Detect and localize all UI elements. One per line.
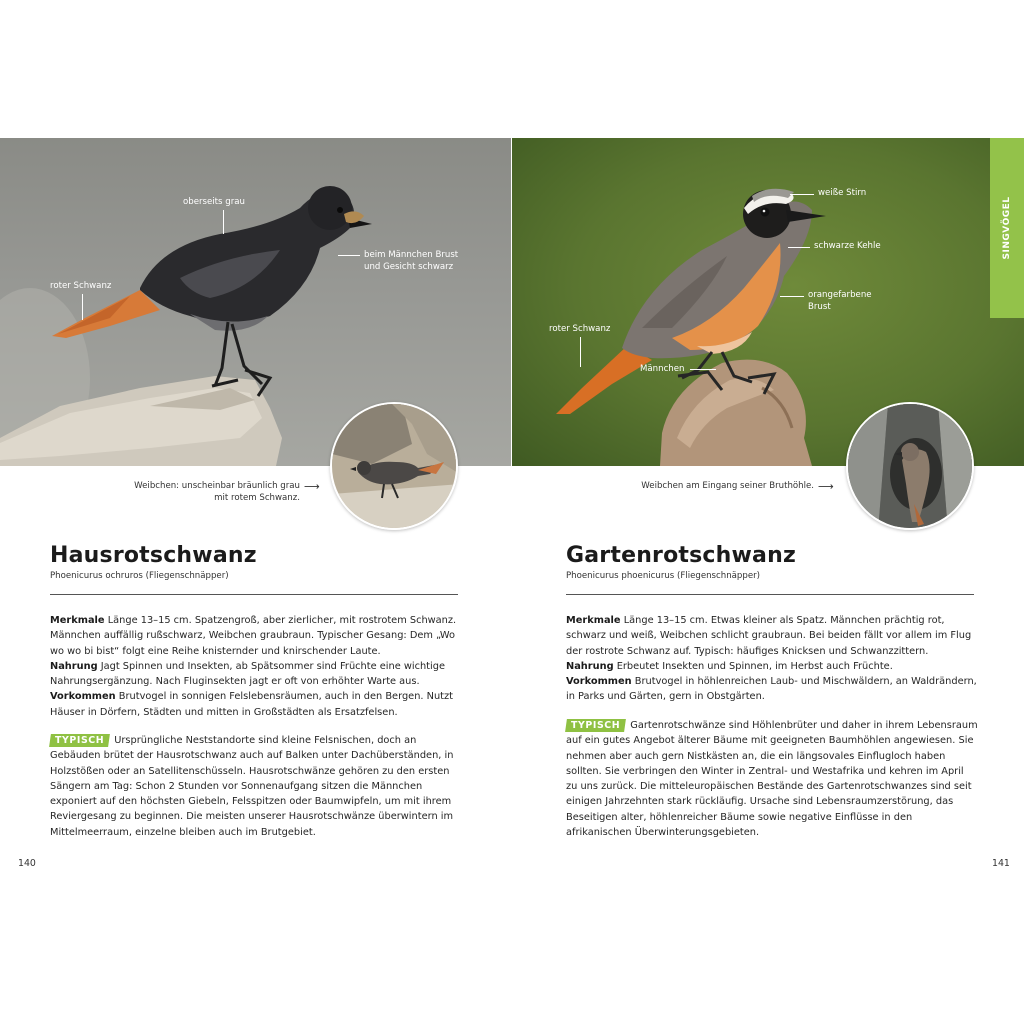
text-nahrung: Erbeutet Insekten und Spinnen, im Herbst auch Früchte. (616, 660, 893, 672)
caption-weibchen-left-line1: Weibchen: unscheinbar bräunlich grau (134, 481, 300, 491)
typisch-text-left: Ursprüngliche Neststandorte sind kleine Felsnischen, doch an Gebäuden brütet der Hausrotschwanz auch auf Balken unter Dachüberständen, in Holzstößen oder an Satellitenschüsseln. Hausrotschwänze gehören zu den ersten Sängern am Tag: Schon 2 Stunden vor Sonnenaufgang sitzen die Männchen exponiert auf den höchsten Giebeln, Felsspitzen oder Baumwipfeln, um mit ihrem Reviergesang zu beginnen. Die meisten unserer Hausrotschwänze überwintern im Mittelmeerraum, einzelne bleiben auch im Brutgebiet. (50, 735, 454, 838)
female-common-redstart-illustration (848, 404, 974, 530)
section-tab-singvoegel (990, 138, 1024, 318)
species-subtitle-left: Phoenicurus ochruros (Fliegenschnäpper) (50, 571, 229, 581)
typisch-section-left (50, 733, 462, 840)
divider (566, 594, 974, 595)
leader-line (338, 255, 360, 256)
female-black-redstart-illustration (332, 404, 458, 530)
species-title-right: Gartenrotschwanz (566, 543, 796, 568)
label-brust-schwarz-1: beim Männchen Brust (364, 250, 459, 260)
leader-line (82, 294, 83, 320)
leader-line (790, 194, 814, 195)
species-subtitle-right: Phoenicurus phoenicurus (Fliegenschnäpper) (566, 571, 761, 581)
page-number-left: 140 (18, 858, 36, 869)
text-merkmale: Länge 13–15 cm. Spatzengroß, aber zierlicher, mit rostrotem Schwanz. Männchen auffällig rußschwarz, Weibchen graubraun. Typischer Gesang: Dem „Wo wo wo bi bist“ folgt eine Reihe knisternder und knirschender Laute. (50, 615, 457, 657)
leader-line (780, 296, 804, 297)
label-nahrung: Nahrung (50, 660, 98, 672)
leader-line (788, 247, 810, 248)
species-title-left: Hausrotschwanz (50, 543, 257, 568)
typisch-badge (49, 734, 110, 747)
caption-weibchen-right: Weibchen am Eingang seiner Bruthöhle. (641, 481, 814, 491)
tab-label: SINGVÖGEL (1002, 196, 1012, 260)
typisch-badge (565, 719, 626, 732)
female-black-redstart-inset (330, 402, 458, 530)
caption-weibchen-left-line2: mit rotem Schwanz. (214, 493, 300, 503)
label-orangefarbene-brust-2: Brust (808, 302, 831, 312)
text-vorkommen: Brutvogel in sonnigen Felslebensräumen, auch in den Bergen. Nutzt Häuser in Dörfern, Städten und mitten in Großstädten als Ersatzfelsen. (50, 691, 453, 718)
label-oberseits-grau: oberseits grau (183, 197, 245, 207)
label-roter-schwanz-left: roter Schwanz (50, 281, 112, 291)
page-number-right: 141 (992, 858, 1010, 869)
label-maennchen: Männchen (640, 364, 685, 374)
typisch-section-right (566, 718, 978, 840)
description-right (566, 613, 978, 705)
description-left (50, 613, 462, 720)
label-brust-schwarz-2: und Gesicht schwarz (364, 262, 454, 272)
leader-line (580, 337, 581, 367)
label-orangefarbene-brust-1: orangefarbene (808, 290, 872, 300)
label-nahrung: Nahrung (566, 660, 614, 672)
text-merkmale: Länge 13–15 cm. Etwas kleiner als Spatz. Männchen prächtig rot, schwarz und weiß, Weibchen schlicht graubraun. Bei beiden fällt vor allem im Flug der rostrote Schwanz auf. Typisch: häufiges Knicksen und Schwanzzittern. (566, 615, 972, 657)
arrow-right-icon: ⟶ (304, 480, 320, 493)
typisch-badge-label: TYPISCH (571, 720, 621, 731)
text-vorkommen: Brutvogel in höhlenreichen Laub- und Mischwäldern, an Waldrändern, in Parks und Gärten, gern in Obstgärten. (566, 676, 977, 703)
typisch-badge-label: TYPISCH (55, 735, 105, 746)
typisch-text-right: Gartenrotschwänze sind Höhlenbrüter und daher in ihrem Lebensraum auf ein gutes Angebot älterer Bäume mit geeigneten Baumhöhlen angewiesen. Sie nehmen aber auch gern Nistkästen an, die ein längsovales Einflugloch haben sollten. Sie verbringen den Winter in Zentral- und Westafrika und kehren im April zu uns zurück. Die mitteleuropäischen Bestände des Gartenrotschwanzes sind seit einigen Jahrzehnten stark rückläufig. Ursache sind Lebensraumzerstörung, das Beseitigen alter, höhlenreicher Bäume sowie negative Einflüsse in den afrikanischen Überwinterungsgebieten. (566, 720, 978, 839)
label-schwarze-kehle: schwarze Kehle (814, 241, 881, 251)
label-merkmale: Merkmale (50, 615, 105, 626)
label-vorkommen: Vorkommen (50, 691, 116, 703)
label-vorkommen: Vorkommen (566, 676, 632, 688)
arrow-right-icon: ⟶ (818, 480, 834, 493)
label-roter-schwanz-right: roter Schwanz (549, 324, 611, 334)
text-nahrung: Jagt Spinnen und Insekten, ab Spätsommer sind Früchte eine wichtige Nahrungsergänzung. Nach Fluginsekten jagt er oft von erhöhter Warte aus. (50, 660, 445, 688)
label-weisse-stirn: weiße Stirn (818, 188, 867, 198)
label-merkmale: Merkmale (566, 615, 621, 626)
leader-line (223, 210, 224, 234)
female-common-redstart-inset (846, 402, 974, 530)
divider (50, 594, 458, 595)
leader-line (690, 369, 716, 370)
